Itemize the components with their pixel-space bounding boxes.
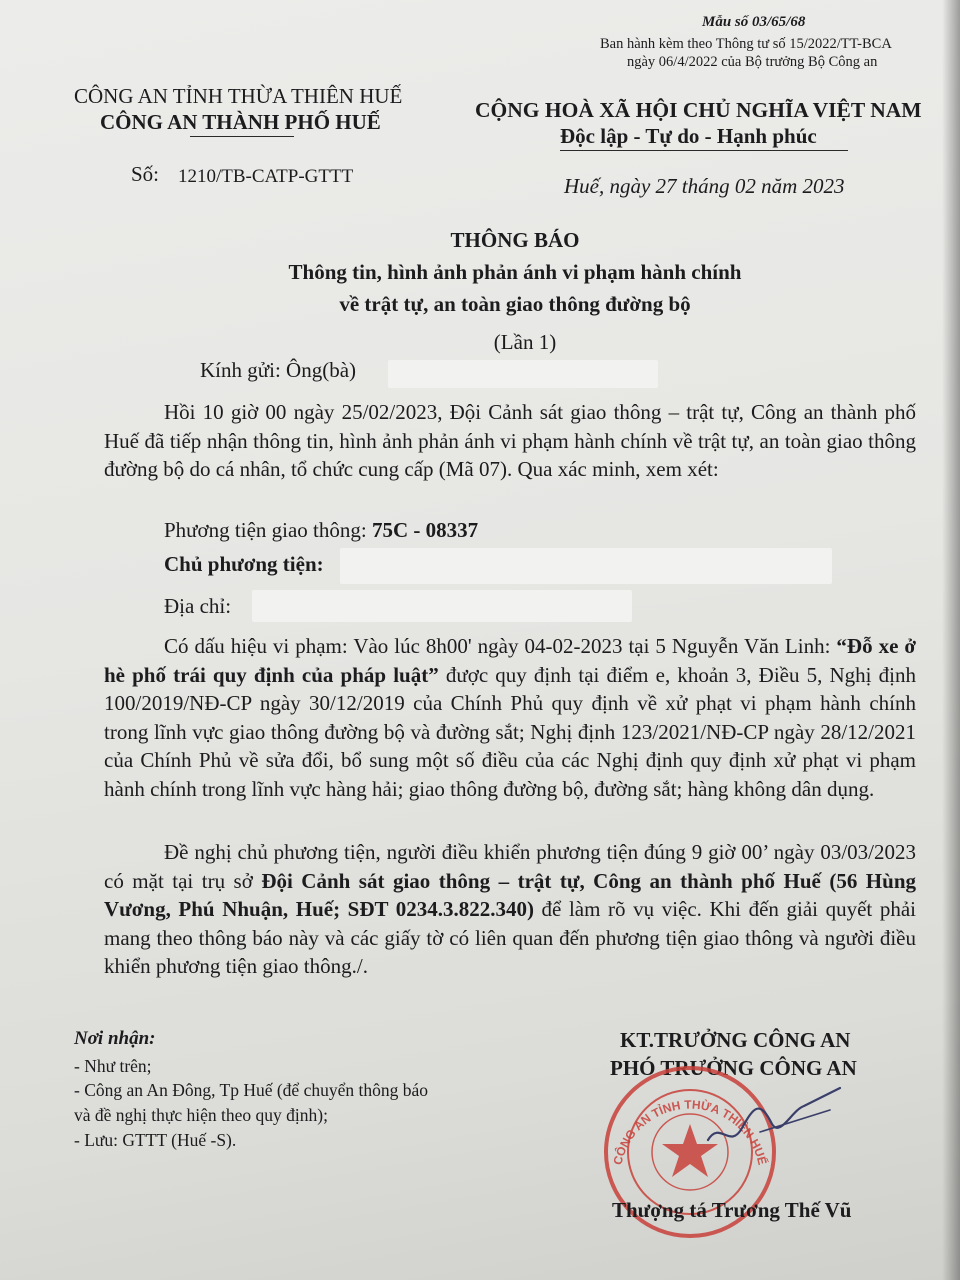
ref-number: 1210/TB-CATP-GTTT <box>178 166 354 187</box>
form-issued-line1: Ban hành kèm theo Thông tư số 15/2022/TT-BCA <box>600 36 892 52</box>
motto-underline <box>560 150 848 151</box>
vehicle-field <box>164 516 478 544</box>
agency-underline <box>190 136 294 137</box>
recipient-item: và đề nghị thực hiện theo quy định); <box>74 1105 328 1125</box>
recipient-item: - Lưu: GTTT (Huế -S). <box>74 1130 237 1150</box>
form-number: Mẫu số 03/65/68 <box>702 14 806 30</box>
notice-title: THÔNG BÁO <box>450 228 580 252</box>
violation-text: “Đỗ xe ở hè phố trái quy định của pháp luật” <box>104 634 916 687</box>
national-title: CỘNG HOÀ XÃ HỘI CHỦ NGHĨA VIỆT NAM <box>475 98 922 122</box>
national-motto: Độc lập - Tự do - Hạnh phúc <box>560 124 817 148</box>
paragraph-report: Hồi 10 giờ 00 ngày 25/02/2023, Đội Cảnh sát giao thông – trật tự, Công an thành phố Huế đã tiếp nhận thông tin, hình ảnh phản ánh vi phạm hành chính về trật tự, an toàn giao thông đường bộ do cá nhân, tổ chức cung cấp (Mã 07). Qua xác minh, xem xét: <box>104 400 916 481</box>
signer-name: Thượng tá Trương Thế Vũ <box>612 1198 852 1222</box>
request-place: Đội Cảnh sát giao thông – trật tự, Công an thành phố Huế (56 Hùng Vương, Phú Nhuận, Huế; SĐT 0234.3.822.340) <box>104 868 916 921</box>
signature-line-1: KT.TRƯỞNG CÔNG AN <box>620 1028 851 1052</box>
paper-edge-shadow <box>942 0 960 1280</box>
notice-subtitle-2: về trật tự, an toàn giao thông đường bộ <box>339 292 691 316</box>
paragraph-violation <box>104 632 916 803</box>
form-issued-line2: ngày 06/4/2022 của Bộ trưởng Bộ Công an <box>627 54 878 70</box>
request-intro: Đề nghị chủ phương tiện, người điều khiển phương tiện đúng 9 giờ 00’ ngày 03/03/2023 có mặt tại trụ sở <box>104 840 916 893</box>
redacted-recipient <box>388 360 658 388</box>
address-label: Địa chỉ: <box>164 594 232 618</box>
recipients-title: Nơi nhận: <box>74 1028 156 1049</box>
violation-legal-basis: được quy định tại điểm e, khoản 3, Điều 5, Nghị định 100/2019/NĐ-CP ngày 30/12/2019 của Chính Phủ quy định về xử phạt vi phạm hành chính trong lĩnh vực giao thông đường bộ và đường sắt; Nghị định 123/2021/NĐ-CP ngày 28/12/2021 của Chính Phủ về sửa đổi, bổ sung một số điều của các Nghị định quy định xử phạt vi phạm hành chính trong lĩnh vực hàng hải; giao thông đường bộ, đường sắt; hàng không dân dụng. <box>104 662 916 801</box>
seal-text: CÔNG AN TỈNH THỪA THIÊN HUẾ <box>610 1097 770 1167</box>
place-date: Huế, ngày 27 tháng 02 năm 2023 <box>564 174 845 198</box>
agency-parent: CÔNG AN TỈNH THỪA THIÊN HUẾ <box>74 84 403 108</box>
redacted-address <box>252 590 632 622</box>
recipient-item: - Như trên; <box>74 1056 152 1076</box>
agency-name: CÔNG AN THÀNH PHỐ HUẾ <box>100 110 381 134</box>
notice-subtitle-1: Thông tin, hình ảnh phản ánh vi phạm hành chính <box>288 260 742 284</box>
request-instructions: để làm rõ vụ việc. Khi đến giải quyết phải mang theo thông báo này và các giấy tờ có liên quan đến phương tiện giao thông và người điều khiển phương tiện giao thông./. <box>104 897 916 978</box>
redacted-owner <box>340 548 832 584</box>
recipient-item: - Công an An Đông, Tp Huế (để chuyển thông báo <box>74 1080 428 1100</box>
owner-label: Chủ phương tiện: <box>164 552 324 576</box>
signature-line-2: PHÓ TRƯỞNG CÔNG AN <box>610 1056 857 1080</box>
vehicle-plate: 75C - 08337 <box>371 518 479 542</box>
ref-label: Số: <box>131 162 160 186</box>
handwritten-signature <box>700 1080 850 1150</box>
paragraph-request <box>104 838 916 981</box>
vehicle-label: Phương tiện giao thông: <box>164 518 367 542</box>
notice-round: (Lần 1) <box>493 330 557 354</box>
violation-intro: Có dấu hiệu vi phạm: Vào lúc 8h00' ngày 04-02-2023 tại 5 Nguyễn Văn Linh: <box>164 634 837 658</box>
greeting: Kính gửi: Ông(bà) <box>200 358 357 382</box>
